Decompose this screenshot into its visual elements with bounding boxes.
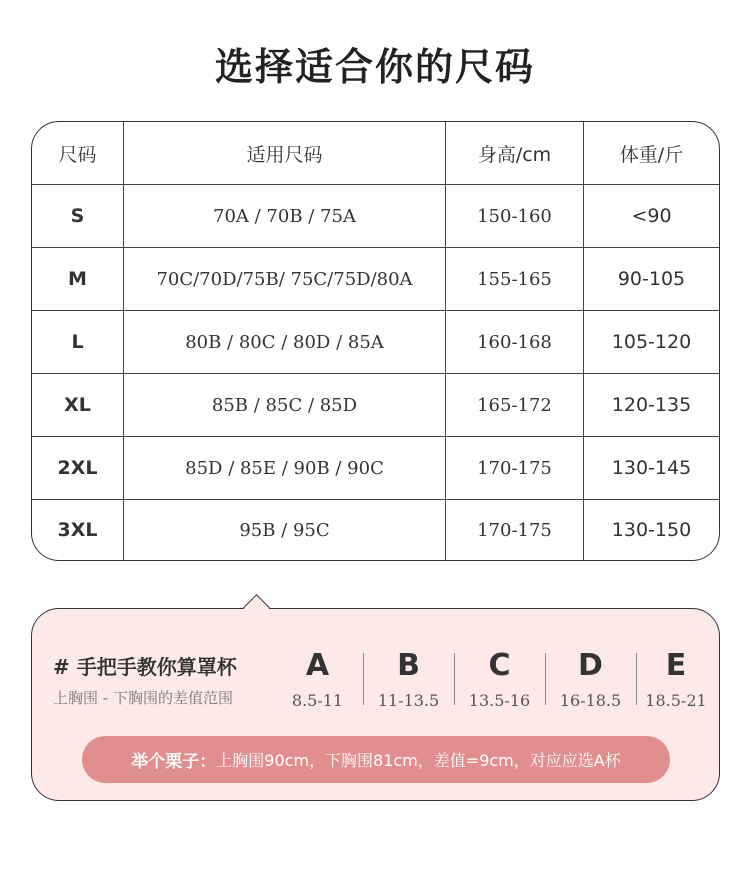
example-text: 上胸围90cm，下胸围81cm，差值=9cm，对应应选A杯 <box>216 751 621 770</box>
cup-letter: B <box>397 648 420 683</box>
cup-item <box>363 649 454 709</box>
height-cell: 150-160 <box>446 185 584 247</box>
table-row <box>32 437 719 500</box>
fit-cell: 95B / 95C <box>124 500 446 560</box>
table-header-row <box>32 122 719 185</box>
size-chart-table <box>31 121 720 561</box>
table-row <box>32 374 719 437</box>
table-row <box>32 248 719 311</box>
cup-guide-panel <box>31 608 720 801</box>
cup-guide-title: # 手把手教你算罩杯 <box>53 655 237 679</box>
example-label: 举个栗子： <box>131 752 217 772</box>
size-cell: 3XL <box>32 500 124 560</box>
cup-item <box>636 649 716 709</box>
height-cell: 155-165 <box>446 248 584 310</box>
weight-cell: <90 <box>631 205 672 227</box>
cup-item <box>272 649 363 709</box>
cup-divider <box>636 653 637 705</box>
cup-divider <box>545 653 546 705</box>
table-row <box>32 311 719 374</box>
weight-cell: 90-105 <box>617 268 686 290</box>
header-fit: 适用尺码 <box>124 122 446 184</box>
cup-letter: E <box>665 648 687 683</box>
cup-item <box>545 649 636 709</box>
weight-cell: 105-120 <box>611 331 692 353</box>
cup-range: 11-13.5 <box>377 691 440 710</box>
cup-range: 16-18.5 <box>559 691 622 710</box>
header-height: 身高/cm <box>446 122 584 184</box>
fit-cell: 70C/70D/75B/ 75C/75D/80A <box>124 248 446 310</box>
fit-cell: 85B / 85C / 85D <box>124 374 446 436</box>
size-cell: M <box>32 248 124 310</box>
size-cell: S <box>32 185 124 247</box>
cup-divider <box>363 653 364 705</box>
cup-letter: D <box>578 648 603 683</box>
height-cell: 170-175 <box>446 500 584 560</box>
weight-cell: 130-145 <box>611 457 692 479</box>
cup-item <box>454 649 545 709</box>
height-cell: 165-172 <box>446 374 584 436</box>
header-size: 尺码 <box>32 122 124 184</box>
size-cell: XL <box>32 374 124 436</box>
cup-letter: A <box>305 648 330 683</box>
height-cell: 160-168 <box>446 311 584 373</box>
fit-cell: 85D / 85E / 90B / 90C <box>124 437 446 499</box>
cup-letter: C <box>488 648 511 683</box>
cup-range: 8.5-11 <box>291 691 344 710</box>
cup-guide-subtitle: 上胸围 - 下胸围的差值范围 <box>53 689 233 707</box>
table-row <box>32 500 719 560</box>
cup-range: 13.5-16 <box>468 691 531 710</box>
page-title: 选择适合你的尺码 <box>214 45 535 89</box>
speech-notch <box>243 594 270 621</box>
height-cell: 170-175 <box>446 437 584 499</box>
cup-list <box>272 649 716 709</box>
size-cell: 2XL <box>32 437 124 499</box>
header-weight: 体重/斤 <box>619 143 684 166</box>
weight-cell: 120-135 <box>611 394 692 416</box>
fit-cell: 70A / 70B / 75A <box>124 185 446 247</box>
example-pill <box>82 736 670 783</box>
table-row <box>32 185 719 248</box>
fit-cell: 80B / 80C / 80D / 85A <box>124 311 446 373</box>
size-cell: L <box>32 311 124 373</box>
weight-cell: 130-150 <box>611 519 692 541</box>
cup-divider <box>454 653 455 705</box>
cup-range: 18.5-21 <box>645 691 707 710</box>
